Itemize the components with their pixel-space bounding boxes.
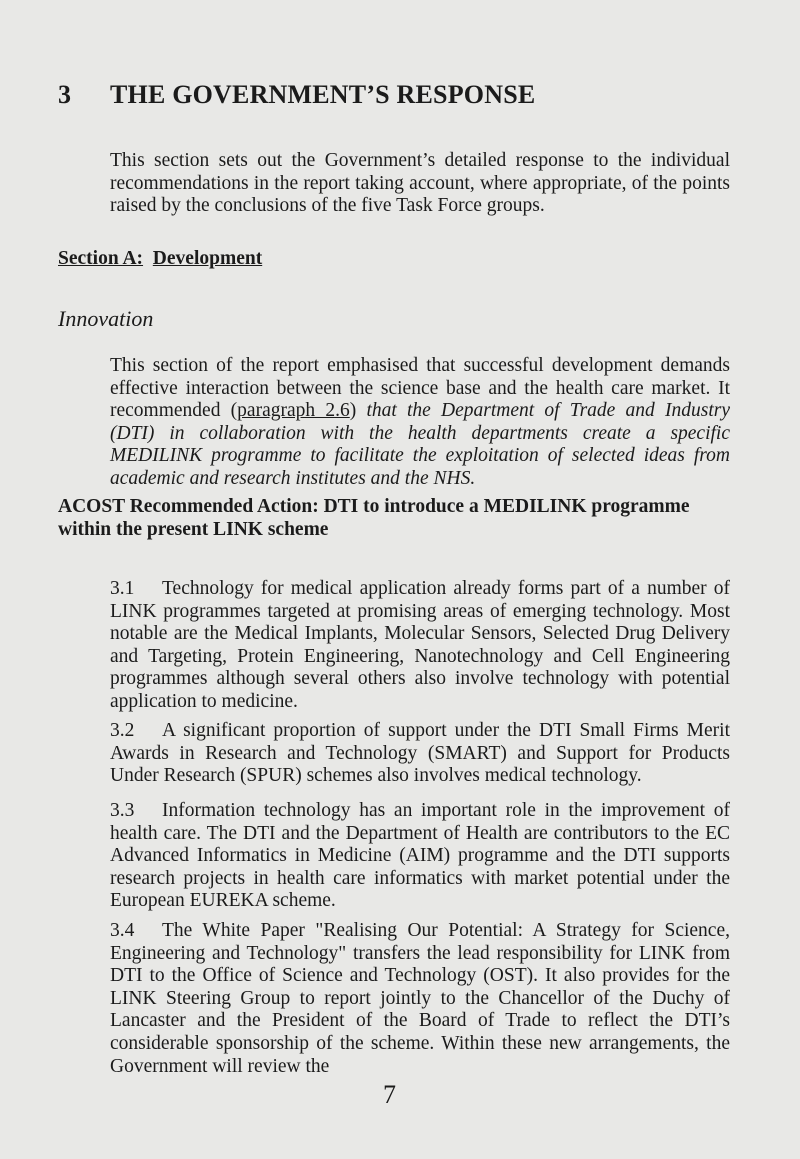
innovation-paragraph	[110, 355, 730, 491]
paragraph-number: 3.2	[110, 720, 135, 741]
section-title: Development	[152, 248, 263, 269]
paragraph-3-1	[110, 578, 730, 714]
subheading-innovation: Innovation	[58, 306, 154, 331]
paragraph-3-3	[110, 800, 730, 913]
paragraph-number: 3.4	[110, 920, 135, 941]
paragraph-text: Information technology has an important role in the improvement of health care. The DTI and the Department of Health are contributors to the EC Advanced Informatics in Medicine (AIM) programme and the DTI supports research projects in health care informatics with market potential under the European EUREKA scheme.	[110, 800, 730, 912]
acost-recommended-action: ACOST Recommended Action: DTI to introduce a MEDILINK programme within the present LINK scheme	[58, 496, 690, 540]
paragraph-reference-link[interactable]: paragraph 2.6	[237, 400, 350, 422]
chapter-heading	[58, 80, 535, 110]
paragraph-3-2	[110, 720, 730, 788]
paragraph-text: Technology for medical application already forms part of a number of LINK programmes targeted at promising areas of emerging technology. Most notable are the Medical Implants, Molecular Sensors, Selected Drug Delivery and Targeting, Protein Engineering, Nanotechnology and Cell Engineering programmes although several others also involve technology with potential application to medicine.	[110, 578, 730, 712]
innovation-mid: )	[349, 400, 367, 422]
chapter-title: THE GOVERNMENT’S RESPONSE	[110, 80, 536, 109]
chapter-number: 3	[58, 80, 72, 109]
innovation-lead: This section of the report emphasised that successful development demands effective interaction between the science base and the health care market. It recommended (	[110, 355, 730, 422]
paragraph-number: 3.3	[110, 800, 135, 821]
innovation-recommendation: that the Department of Trade and Industry (DTI) in collaboration with the health departments create a specific MEDILINK programme to facilitate the exploitation of selected ideas from academic and research institutes and the NHS.	[110, 400, 731, 489]
section-heading	[58, 248, 262, 270]
paragraph-number: 3.1	[110, 578, 135, 599]
intro-paragraph: This section sets out the Government’s detailed response to the individual recommendations in the report taking account, where appropriate, of the points raised by the conclusions of the five Task Force groups.	[110, 150, 730, 217]
paragraph-3-4	[110, 920, 730, 1078]
paragraph-text: A significant proportion of support under the DTI Small Firms Merit Awards in Research and Technology (SMART) and Support for Products Under Research (SPUR) schemes also involves medical technology.	[110, 720, 730, 787]
section-prefix: Section A:	[58, 248, 144, 269]
page-number: 7	[383, 1080, 396, 1109]
paragraph-text: The White Paper "Realising Our Potential: A Strategy for Science, Engineering and Technology" transfers the lead responsibility for LINK from DTI to the Office of Science and Technology (OST). It also provides for the LINK Steering Group to report jointly to the Chancellor of the Duchy of Lancaster and the President of the Board of Trade to reflect the DTI’s considerable sponsorship of the scheme. Within these new arrangements, the Government will review the	[110, 920, 730, 1077]
